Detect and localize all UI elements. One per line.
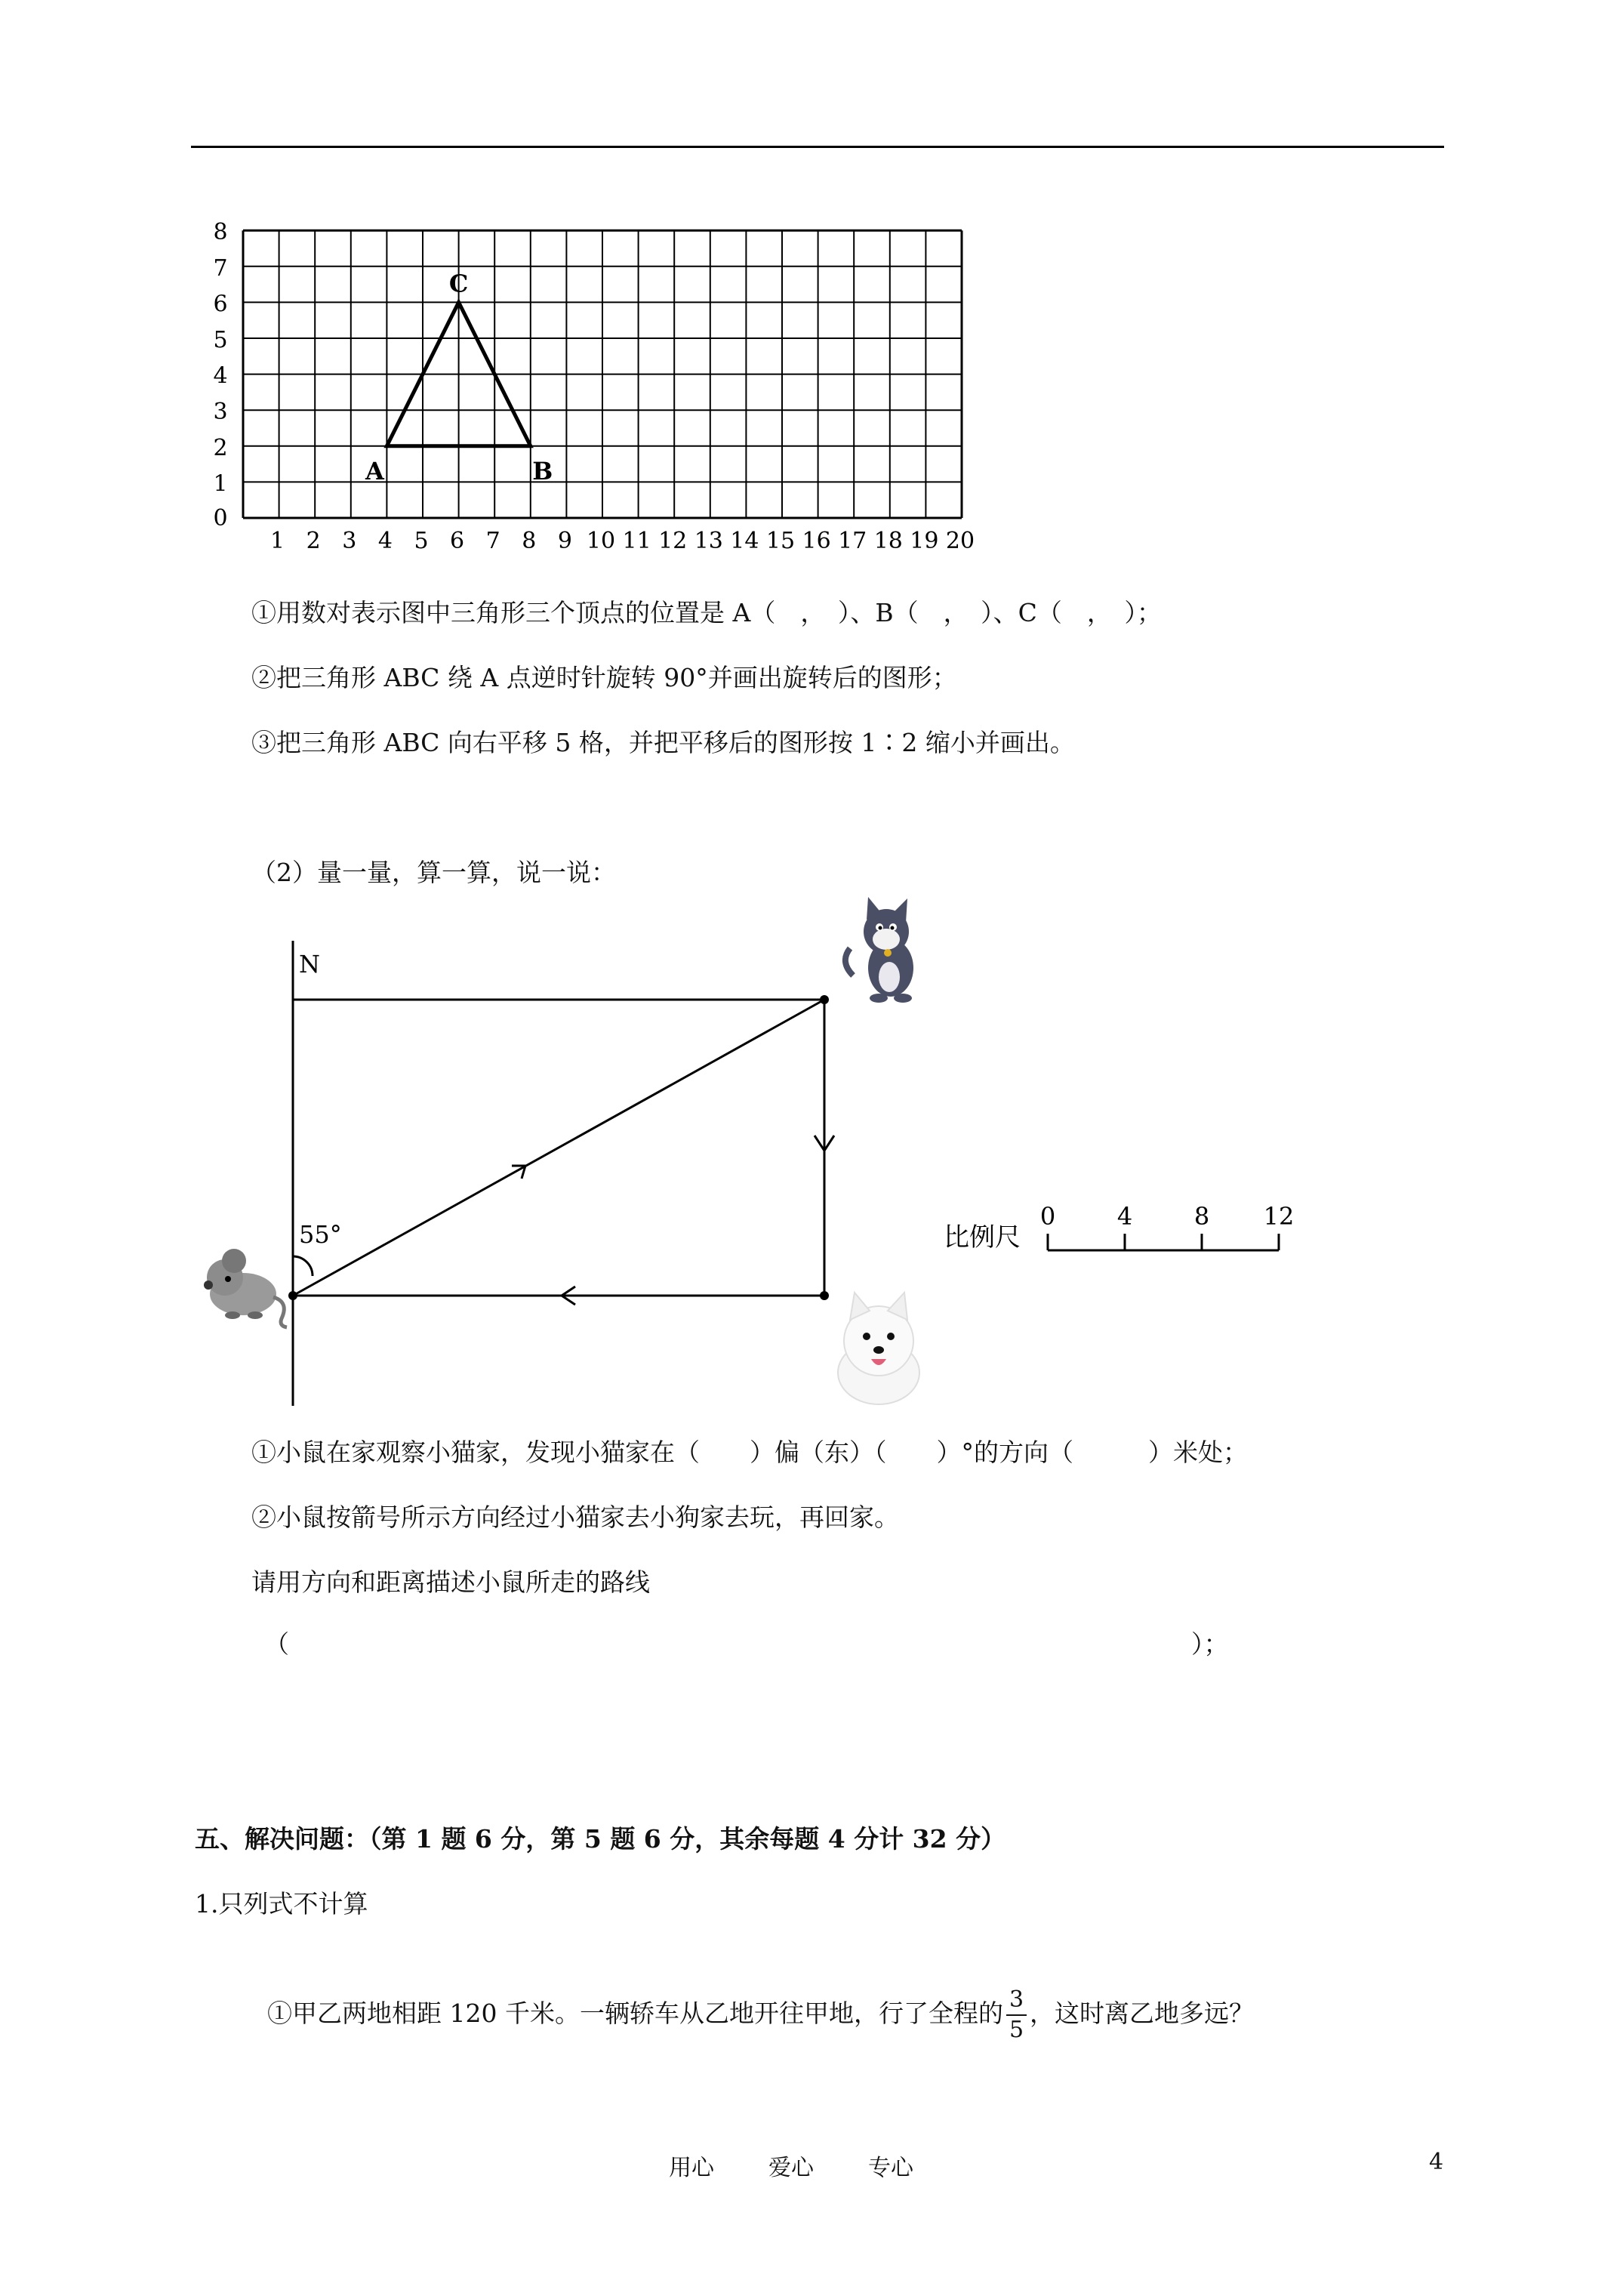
page-number: 4	[1429, 2149, 1444, 2175]
x-tick-label: 18	[873, 528, 903, 554]
header-rule	[191, 146, 1444, 148]
north-label: N	[299, 950, 320, 978]
vertex-label-a: A	[365, 456, 384, 485]
footer-text-3: 专心	[868, 2155, 913, 2181]
x-tick-label: 1	[270, 528, 285, 554]
fraction-denominator: 5	[1009, 2017, 1024, 2043]
scale-label: 比例尺	[944, 1222, 1021, 1253]
dog-icon	[838, 1293, 919, 1404]
q1-item1: ①用数对表示图中三角形三个顶点的位置是 A（ ， ）、B（ ， ）、C（ ， ）；	[251, 598, 1162, 627]
problem1-after: ，这时离乙地多远？	[1030, 1999, 1255, 2028]
dog-house-point	[820, 1291, 829, 1300]
x-tick-label: 8	[522, 528, 537, 554]
section5-heading: 五、解决问题：（第 1 题 6 分，第 5 题 6 分，其余每题 4 分计 32 分）	[195, 1824, 1006, 1854]
y-tick-label: 3	[213, 399, 228, 426]
route-map	[189, 883, 1306, 1412]
q2-item3: 请用方向和距离描述小鼠所走的路线	[251, 1567, 650, 1597]
x-tick-label: 10	[586, 528, 616, 554]
angle-label: 55°	[299, 1220, 342, 1249]
mouse-icon	[204, 1249, 287, 1327]
q2-title: （2）量一量，算一算，说一说：	[251, 858, 616, 887]
y-tick-label: 5	[213, 327, 228, 353]
x-tick-label: 12	[658, 528, 688, 554]
y-tick-label: 7	[213, 254, 228, 282]
y-tick-label: 0	[213, 505, 228, 532]
q1-item2: ②把三角形 ABC 绕 A 点逆时针旋转 90°并画出旋转后的图形；	[251, 663, 957, 692]
fraction-numerator: 3	[1006, 1986, 1027, 2016]
q1-item3: ③把三角形 ABC 向右平移 5 格，并把平移后的图形按 1∶2 缩小并画出。	[251, 728, 1075, 757]
q2-item1: ①小鼠在家观察小猫家，发现小猫家在（ ）偏（东）（ ）°的方向（ ）米处；	[251, 1438, 1248, 1467]
answer-open-paren: （	[264, 1629, 289, 1659]
x-tick-label: 16	[802, 528, 831, 554]
section5-problem1	[251, 1952, 1254, 2045]
footer-text-1: 用心	[669, 2155, 714, 2181]
y-tick-label: 8	[213, 219, 228, 246]
angle-arc	[293, 1256, 313, 1276]
x-tick-label: 17	[838, 528, 867, 554]
x-tick-label: 3	[342, 528, 357, 554]
vertex-label-c: C	[448, 269, 469, 298]
fraction-three-fifths	[1006, 1986, 1027, 2045]
x-tick-label: 11	[622, 528, 651, 554]
x-tick-label: 5	[414, 528, 429, 554]
x-tick-label: 7	[485, 528, 500, 554]
x-tick-label: 15	[765, 528, 796, 554]
scale-tick-label: 4	[1116, 1202, 1133, 1231]
x-tick-label: 19	[910, 528, 939, 554]
x-tick-label: 20	[945, 528, 975, 554]
cat-icon	[845, 897, 913, 1003]
y-tick-label: 6	[213, 291, 228, 318]
mouse-house-point	[288, 1291, 297, 1300]
cat-house-point	[820, 995, 829, 1004]
x-tick-label: 6	[450, 528, 465, 554]
scale-tick-label: 0	[1039, 1202, 1056, 1231]
x-tick-label: 9	[557, 528, 572, 554]
x-tick-label: 2	[306, 528, 321, 554]
y-tick-label: 4	[213, 362, 228, 390]
mouse-to-cat-edge	[293, 1000, 824, 1296]
vertex-label-b: B	[532, 456, 553, 485]
footer-text-2: 爱心	[768, 2155, 814, 2181]
answer-close-paren: ）；	[1191, 1629, 1229, 1659]
scale-tick-label: 12	[1263, 1202, 1295, 1231]
section5-sub1: 1.只列式不计算	[195, 1889, 368, 1918]
problem1-before: ①甲乙两地相距 120 千米。一辆轿车从乙地开往甲地，行了全程的	[266, 1999, 1003, 2028]
y-tick-label: 2	[213, 434, 228, 461]
x-tick-label: 13	[694, 528, 723, 554]
scale-tick-label: 8	[1193, 1202, 1210, 1231]
q2-item2: ②小鼠按箭号所示方向经过小猫家去小狗家去玩，再回家。	[251, 1502, 899, 1532]
x-tick-label: 14	[730, 528, 759, 554]
y-tick-label: 1	[213, 470, 228, 498]
coordinate-grid	[204, 219, 989, 559]
scale-bar	[1040, 1202, 1295, 1250]
x-tick-label: 4	[377, 528, 393, 554]
